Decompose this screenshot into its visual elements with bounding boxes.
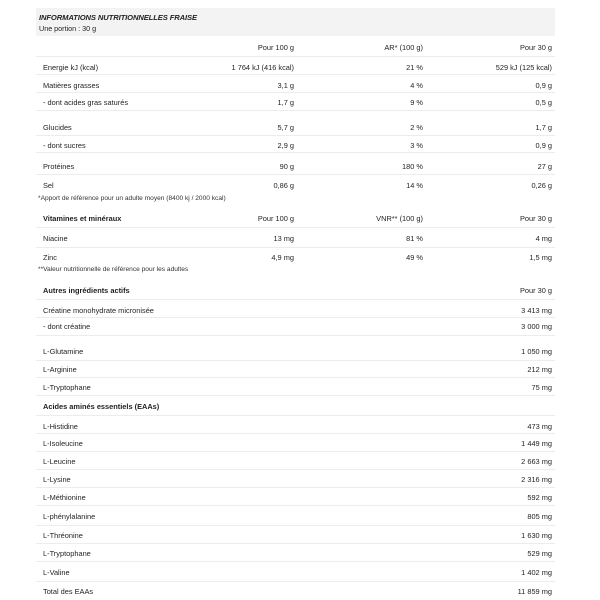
row-per30g: 3 000 mg	[521, 322, 552, 331]
row-label: L-Arginine	[43, 365, 77, 374]
row-per30g: 0,26 g	[531, 181, 552, 190]
column-per100g: Pour 100 g	[257, 214, 294, 223]
row-ar: 3 %	[410, 141, 423, 150]
row-label: L-Isoleucine	[43, 439, 83, 448]
table-row	[36, 361, 555, 378]
table-row	[36, 336, 555, 361]
row-label: L-Méthionine	[43, 493, 86, 502]
row-per30g: 0,9 g	[535, 81, 552, 90]
row-per30g: 529 kJ (125 kcal)	[495, 63, 552, 72]
row-per30g: 1,7 g	[535, 123, 552, 132]
row-per30g: 2 316 mg	[521, 475, 552, 484]
row-label: Sel	[43, 181, 54, 190]
row-per100g: 90 g	[279, 162, 294, 171]
row-per100g: 13 mg	[273, 234, 294, 243]
row-label: L-Thréonine	[43, 531, 83, 540]
table-row	[36, 318, 555, 336]
row-label: L-Glutamine	[43, 347, 84, 356]
eaas-total-row	[36, 582, 555, 600]
row-per100g: 3,1 g	[277, 81, 294, 90]
row-label: L-Tryptophane	[43, 383, 91, 392]
row-per30g: 3 413 mg	[521, 306, 552, 315]
row-per100g: 1,7 g	[277, 98, 294, 107]
total-value: 11 859 mg	[517, 587, 552, 596]
row-per30g: 1 449 mg	[521, 439, 552, 448]
row-ar: 4 %	[410, 81, 423, 90]
row-per30g: 805 mg	[527, 512, 552, 521]
row-label: L-Leucine	[43, 457, 76, 466]
vitamins-heading: Vitamines et minéraux	[43, 214, 122, 223]
ar-footnote: *Apport de référence pour un adulte moyen (8400 kj / 2000 kcal)	[38, 195, 226, 202]
total-label: Total des EAAs	[43, 587, 94, 596]
actives-table	[36, 0, 555, 600]
row-per100g: 1 764 kJ (416 kcal)	[231, 63, 294, 72]
row-ar: 180 %	[402, 162, 423, 171]
row-per30g: 212 mg	[527, 365, 552, 374]
column-per30g: Pour 30 g	[519, 43, 552, 52]
row-label: Energie kJ (kcal)	[43, 63, 99, 72]
row-per30g: 529 mg	[527, 549, 552, 558]
portion-size: Une portion : 30 g	[39, 24, 97, 33]
row-per100g: 0,86 g	[273, 181, 294, 190]
table-row	[36, 378, 555, 396]
row-label: Zinc	[43, 253, 57, 262]
column-vnr: VNR** (100 g)	[376, 214, 423, 223]
row-per30g: 1 050 mg	[521, 347, 552, 356]
row-per30g: 473 mg	[527, 422, 552, 431]
row-per30g: 592 mg	[527, 493, 552, 502]
column-per30g: Pour 30 g	[519, 286, 552, 295]
table-row	[36, 300, 555, 318]
row-per30g: 27 g	[537, 162, 552, 171]
row-label: - dont créatine	[43, 322, 91, 331]
column-ar: AR* (100 g)	[384, 43, 423, 52]
row-ar: 14 %	[406, 181, 423, 190]
table-row	[36, 470, 555, 488]
row-per30g: 1 402 mg	[521, 568, 552, 577]
row-per100g: 4,9 mg	[271, 253, 294, 262]
eaas-header	[36, 396, 555, 416]
row-label: L-phénylalanine	[43, 512, 96, 521]
row-per30g: 0,5 g	[535, 98, 552, 107]
row-label: Protéines	[43, 162, 75, 171]
table-row	[36, 544, 555, 562]
table-row	[36, 434, 555, 452]
row-per30g: 1,5 mg	[529, 253, 552, 262]
column-per100g: Pour 100 g	[257, 43, 294, 52]
row-ar: 9 %	[410, 98, 423, 107]
row-per100g: 2,9 g	[277, 141, 294, 150]
table-row	[36, 562, 555, 582]
row-per30g: 0,9 g	[535, 141, 552, 150]
row-label: - dont acides gras saturés	[43, 98, 129, 107]
row-vnr: 49 %	[406, 253, 423, 262]
row-label: Créatine monohydrate micronisée	[43, 306, 154, 315]
table-row	[36, 416, 555, 434]
table-row	[36, 526, 555, 544]
row-label: L-Lysine	[43, 475, 71, 484]
row-label: L-Tryptophane	[43, 549, 91, 558]
row-ar: 2 %	[410, 123, 423, 132]
table-row	[36, 452, 555, 470]
row-vnr: 81 %	[406, 234, 423, 243]
row-label: Niacine	[43, 234, 68, 243]
row-label: Glucides	[43, 123, 72, 132]
row-per30g: 4 mg	[535, 234, 552, 243]
row-label: Matières grasses	[43, 81, 100, 90]
table-row	[36, 488, 555, 506]
table-row	[36, 506, 555, 526]
actives-heading: Autres ingrédients actifs	[43, 286, 130, 295]
row-label: L-Histidine	[43, 422, 78, 431]
table-title: INFORMATIONS NUTRITIONNELLES FRAISE	[39, 13, 197, 22]
column-per30g: Pour 30 g	[519, 214, 552, 223]
eaas-heading: Acides aminés essentiels (EAAs)	[43, 402, 160, 411]
actives-header	[36, 280, 555, 300]
row-ar: 21 %	[406, 63, 423, 72]
row-label: - dont sucres	[43, 141, 86, 150]
row-per30g: 75 mg	[531, 383, 552, 392]
row-per100g: 5,7 g	[277, 123, 294, 132]
row-per30g: 1 630 mg	[521, 531, 552, 540]
vnr-footnote: **Valeur nutritionnelle de référence pour les adultes	[38, 266, 189, 273]
row-per30g: 2 663 mg	[521, 457, 552, 466]
row-label: L-Valine	[43, 568, 70, 577]
